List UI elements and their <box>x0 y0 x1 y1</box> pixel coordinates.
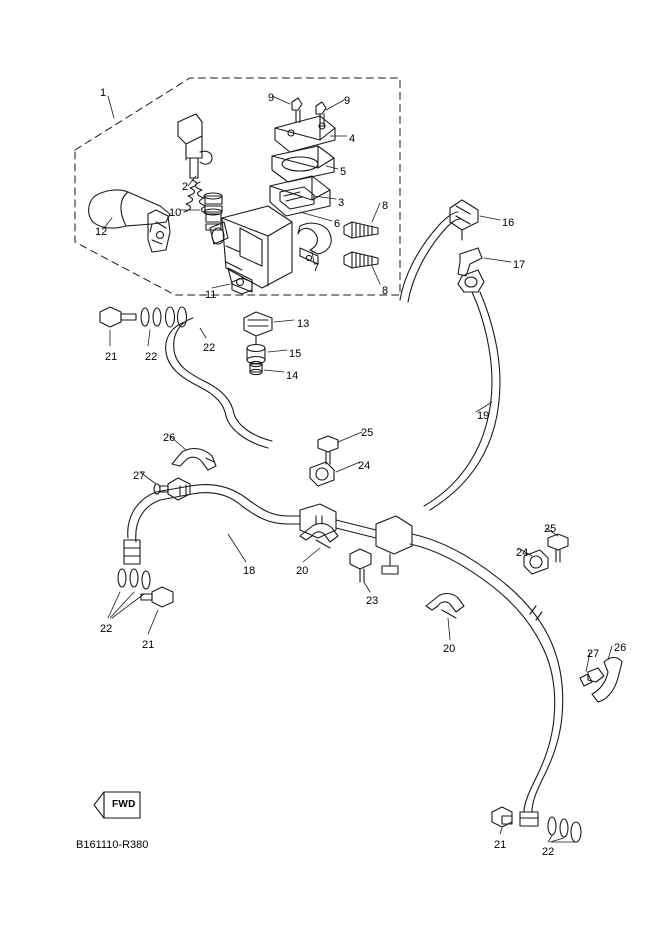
callout-22-lower-left: 22 <box>100 623 113 635</box>
callout-20-right: 20 <box>443 643 456 655</box>
callout-19: 19 <box>477 410 490 422</box>
callout-27-right: 27 <box>587 648 600 660</box>
callout-21-lower-right: 21 <box>494 839 507 851</box>
callout-16: 16 <box>502 217 515 229</box>
callout-21-lower-left: 21 <box>142 639 155 651</box>
callout-12: 12 <box>95 226 108 238</box>
callout-11: 11 <box>205 289 217 301</box>
callout-9-left: 9 <box>268 92 275 104</box>
callout-21-upper: 21 <box>105 351 118 363</box>
callout-27-left: 27 <box>133 470 146 482</box>
callout-25-right: 25 <box>544 523 557 535</box>
fwd-direction-label: FWD <box>112 799 136 810</box>
callout-17: 17 <box>513 259 526 271</box>
callout-3: 3 <box>338 197 345 209</box>
diagram-part-code: B161110-R380 <box>76 839 149 851</box>
callout-24-right: 24 <box>516 547 529 559</box>
callout-15: 15 <box>289 348 302 360</box>
callout-9-right: 9 <box>344 95 351 107</box>
callout-25-left: 25 <box>361 427 374 439</box>
callout-22-lower-right: 22 <box>542 846 555 858</box>
callout-4: 4 <box>349 133 356 145</box>
callout-8-lower: 8 <box>382 285 389 297</box>
callout-20-left: 20 <box>296 565 309 577</box>
callout-10: 10 <box>169 207 182 219</box>
callout-6: 6 <box>334 218 341 230</box>
callout-26-left: 26 <box>163 432 176 444</box>
callout-26-right: 26 <box>614 642 627 654</box>
callout-14: 14 <box>286 370 299 382</box>
callout-5: 5 <box>340 166 347 178</box>
callout-23: 23 <box>366 595 379 607</box>
callout-8-upper: 8 <box>382 200 389 212</box>
callout-24-left: 24 <box>358 460 371 472</box>
callout-18: 18 <box>243 565 256 577</box>
callout-1: 1 <box>100 87 107 99</box>
callout-13: 13 <box>297 318 310 330</box>
callout-22-upper-right: 22 <box>203 342 216 354</box>
callout-7: 7 <box>313 262 320 274</box>
callout-22-upper-left: 22 <box>145 351 158 363</box>
callout-2: 2 <box>182 181 189 193</box>
